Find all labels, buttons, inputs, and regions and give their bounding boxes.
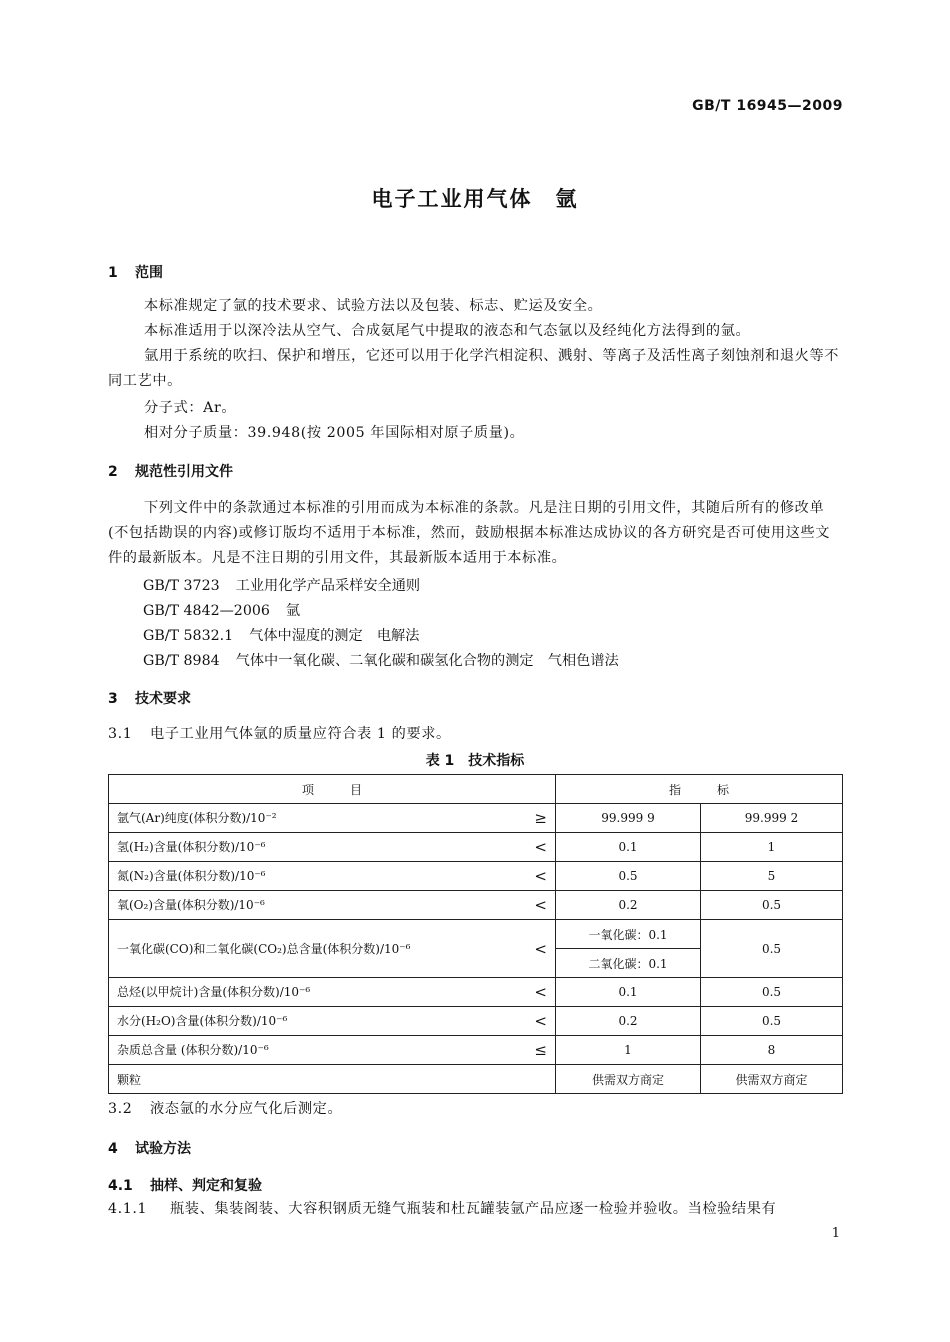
row-item-label: 氧(O₂)含量(体积分数)/10⁻⁶ (117, 898, 265, 912)
value-grade-1: 0.1 (556, 978, 701, 1007)
reference-name: 工业用化学产品采样安全通则 (235, 578, 421, 594)
value-grade-2: 5 (701, 862, 843, 891)
value-grade-1: 0.2 (556, 1007, 701, 1036)
compare-symbol: < (534, 838, 547, 856)
compare-symbol: < (534, 983, 547, 1001)
header-item: 项 目 (109, 775, 556, 804)
table-row (109, 804, 843, 833)
clause-4-1-heading (108, 1175, 262, 1195)
section-2-heading (108, 461, 233, 481)
table-row (109, 833, 843, 862)
section-1-number: 1 (108, 265, 118, 281)
clause-3-1 (108, 722, 843, 747)
compare-symbol: ≤ (534, 1041, 547, 1059)
clause-number: 4.1.1 (108, 1201, 148, 1217)
row-item-label: 杂质总含量 (体积分数)/10⁻⁶ (117, 1043, 269, 1057)
value-grade-1: 1 (556, 1036, 701, 1065)
table-row (109, 1065, 843, 1094)
clause-4-1-1 (108, 1197, 843, 1222)
document-title: 电子工业用气体 氩 (371, 187, 579, 211)
value-grade-1: 0.5 (556, 862, 701, 891)
compare-symbol: ≥ (534, 809, 547, 827)
table-row (109, 978, 843, 1007)
row-item (109, 804, 556, 833)
section-4-heading (108, 1138, 191, 1158)
scope-paragraph-2: 本标准适用于以深冷法从空气、合成氨尾气中提取的液态和气态氩以及经纯化方法得到的氩。 (144, 323, 751, 339)
header-index: 指 标 (556, 775, 843, 804)
reference-name: 气体中湿度的测定 电解法 (249, 628, 420, 644)
row-item (109, 978, 556, 1007)
value-grade-1: 99.999 9 (556, 804, 701, 833)
table-row (109, 920, 843, 949)
scope-paragraph-3: 氩用于系统的吹扫、保护和增压，它还可以用于化学汽相淀积、溅射、等离子及活性离子刻蚀剂和退火等不同工艺中。 (108, 348, 840, 389)
row-item (109, 862, 556, 891)
clause-number: 3.1 (108, 726, 133, 742)
value-grade-2: 0.5 (701, 920, 843, 978)
row-item (109, 833, 556, 862)
compare-symbol: < (534, 939, 547, 958)
row-item (109, 1036, 556, 1065)
reference-code: GB/T 8984 (143, 653, 220, 669)
clause-text: 电子工业用气体氩的质量应符合表 1 的要求。 (150, 726, 451, 742)
table-row (109, 1036, 843, 1065)
section-4-number: 4 (108, 1141, 118, 1157)
value-grade-2: 0.5 (701, 1007, 843, 1036)
clause-title: 抽样、判定和复验 (150, 1178, 262, 1194)
molecular-mass: 相对分子质量：39.948(按 2005 年国际相对原子质量)。 (144, 425, 525, 441)
reference-3 (143, 625, 419, 645)
row-item-label: 颗粒 (117, 1072, 142, 1087)
table-row (109, 891, 843, 920)
standard-number: GB/T 16945—2009 (692, 98, 843, 114)
molecular-formula: 分子式：Ar。 (144, 400, 237, 416)
compare-symbol: < (534, 896, 547, 914)
row-item-label: 一氧化碳(CO)和二氧化碳(CO₂)总含量(体积分数)/10⁻⁶ (117, 941, 411, 956)
value-grade-1-co2: 二氧化碳：0.1 (556, 949, 701, 978)
clause-number: 4.1 (108, 1178, 133, 1194)
reference-code: GB/T 5832.1 (143, 628, 234, 644)
clause-3-2 (108, 1097, 843, 1122)
value-grade-1: 0.1 (556, 833, 701, 862)
section-3-title: 技术要求 (135, 691, 191, 707)
compare-symbol: < (534, 1012, 547, 1030)
clause-text: 瓶装、集装阁装、大容积钢质无缝气瓶装和杜瓦罐装氩产品应逐一检验并验收。当检验结果有 (170, 1201, 777, 1217)
row-item-label: 总烃(以甲烷计)含量(体积分数)/10⁻⁶ (117, 985, 311, 999)
value-grade-2: 1 (701, 833, 843, 862)
reference-name: 气体中一氧化碳、二氧化碳和碳氢化合物的测定 气相色谱法 (235, 653, 619, 669)
table-caption: 表 1 技术指标 (425, 753, 525, 769)
section-1-title: 范围 (135, 265, 163, 281)
value-grade-2: 8 (701, 1036, 843, 1065)
reference-name: 氩 (285, 603, 301, 619)
row-item (109, 1007, 556, 1036)
table-header-row (109, 775, 843, 804)
value-grade-1: 供需双方商定 (556, 1065, 701, 1094)
normative-intro: 下列文件中的条款通过本标准的引用而成为本标准的条款。凡是注日期的引用文件，其随后所有的修改单(不包括勘误的内容)或修订版均不适用于本标准，然而，鼓励根据本标准达成协议的各方研究是否可使用这些文件的最新版本。凡是不注日期的引用文件，其最新版本适用于本标准。 (108, 500, 831, 566)
technical-index-table (108, 774, 843, 1094)
value-grade-2: 0.5 (701, 978, 843, 1007)
reference-2 (143, 600, 300, 620)
reference-4 (143, 650, 619, 670)
reference-code: GB/T 3723 (143, 578, 220, 594)
value-grade-2: 0.5 (701, 891, 843, 920)
section-2-title: 规范性引用文件 (135, 464, 233, 480)
page-number: 1 (831, 1226, 840, 1241)
reference-1 (143, 575, 420, 595)
value-grade-1-co: 一氧化碳：0.1 (556, 920, 701, 949)
section-2-number: 2 (108, 464, 118, 480)
section-4-title: 试验方法 (135, 1141, 191, 1157)
value-grade-1: 0.2 (556, 891, 701, 920)
table-row (109, 1007, 843, 1036)
section-1-heading (108, 262, 163, 282)
section-3-number: 3 (108, 691, 118, 707)
value-grade-2: 99.999 2 (701, 804, 843, 833)
row-item-label: 氮(N₂)含量(体积分数)/10⁻⁶ (117, 869, 266, 883)
compare-symbol: < (534, 867, 547, 885)
clause-number: 3.2 (108, 1101, 133, 1117)
row-item (109, 891, 556, 920)
row-item-label: 氢(H₂)含量(体积分数)/10⁻⁶ (117, 840, 266, 854)
row-item-label: 水分(H₂O)含量(体积分数)/10⁻⁶ (117, 1014, 288, 1028)
table-row (109, 862, 843, 891)
section-3-heading (108, 688, 191, 708)
row-item (109, 920, 556, 978)
row-item (109, 1065, 556, 1094)
clause-text: 液态氩的水分应气化后测定。 (150, 1101, 343, 1117)
reference-code: GB/T 4842—2006 (143, 603, 270, 619)
scope-paragraph-1: 本标准规定了氩的技术要求、试验方法以及包装、标志、贮运及安全。 (144, 298, 603, 314)
row-item-label: 氩气(Ar)纯度(体积分数)/10⁻² (117, 811, 277, 825)
value-grade-2: 供需双方商定 (701, 1065, 843, 1094)
